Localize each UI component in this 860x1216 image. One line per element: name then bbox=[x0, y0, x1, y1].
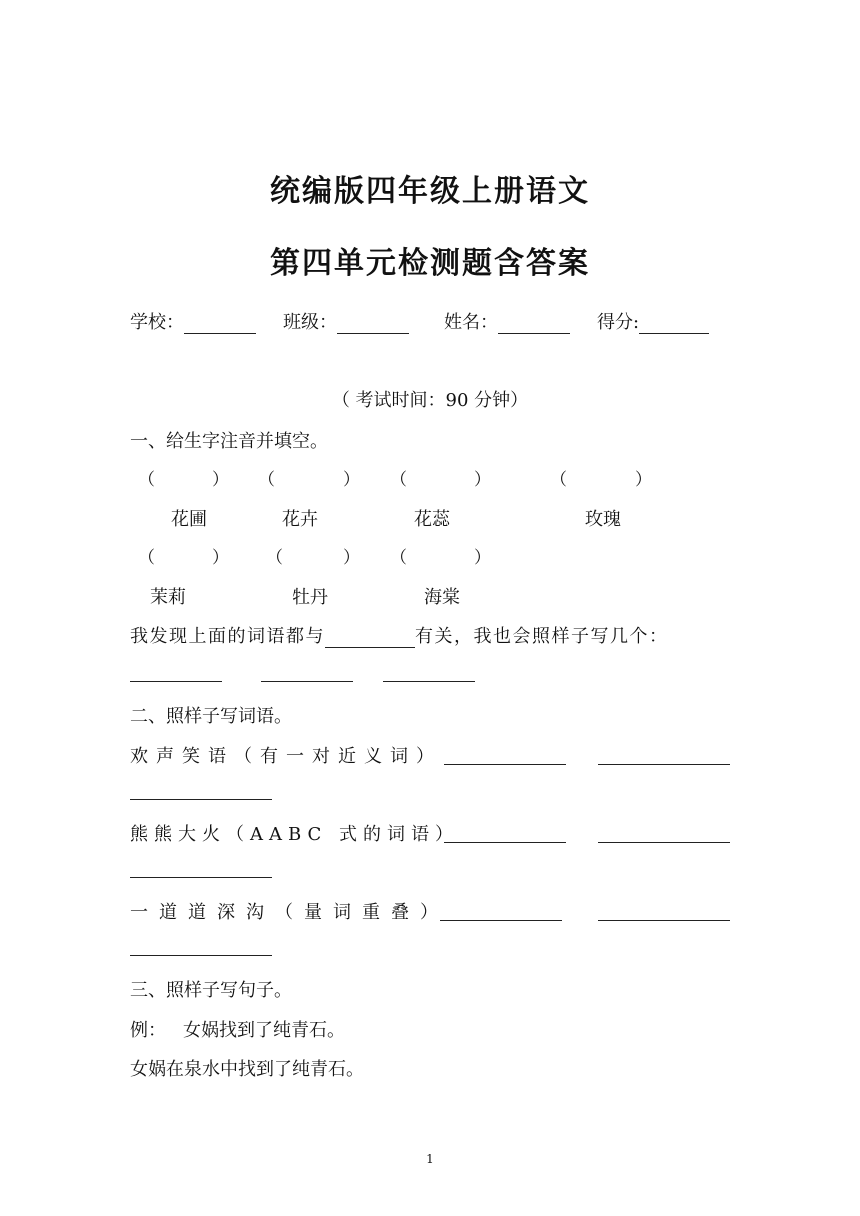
pinyin-paren-open: （ bbox=[138, 470, 155, 490]
question-prefix: 我发现上面的词语都与 bbox=[130, 626, 325, 647]
school-blank[interactable] bbox=[184, 315, 256, 334]
answer-blank[interactable] bbox=[261, 681, 353, 682]
document-title-line1: 统编版四年级上册语文 bbox=[270, 174, 590, 209]
pinyin-paren-close: ） bbox=[343, 470, 360, 490]
answer-blank[interactable] bbox=[444, 764, 566, 765]
pinyin-paren-open: （ bbox=[390, 470, 407, 490]
score-field bbox=[597, 308, 709, 334]
class-label: 班级： bbox=[283, 312, 337, 333]
answer-blank[interactable] bbox=[598, 920, 730, 921]
answer-blank[interactable] bbox=[130, 681, 222, 682]
word-mudan: 牡丹 bbox=[292, 587, 328, 608]
score-label: 得分: bbox=[597, 312, 640, 333]
section2-heading: 二、照样子写词语。 bbox=[130, 706, 292, 727]
pinyin-paren-close: ） bbox=[474, 548, 491, 568]
pinyin-paren-open: （ bbox=[258, 470, 275, 490]
answer-blank[interactable] bbox=[130, 877, 272, 878]
name-blank[interactable] bbox=[498, 315, 570, 334]
section2-item-2: 熊熊大火（AABC 式的词语） bbox=[130, 824, 460, 845]
pinyin-paren-close: ） bbox=[212, 548, 229, 568]
class-blank[interactable] bbox=[337, 315, 409, 334]
category-blank[interactable] bbox=[325, 629, 415, 648]
example-sentence-2: 女娲在泉水中找到了纯青石。 bbox=[130, 1059, 364, 1080]
pinyin-paren-open: （ bbox=[266, 548, 283, 568]
pinyin-paren-close: ） bbox=[343, 548, 360, 568]
score-blank[interactable] bbox=[639, 315, 709, 334]
answer-blank[interactable] bbox=[130, 799, 272, 800]
word-meigui: 玫瑰 bbox=[585, 509, 621, 530]
word-moli: 茉莉 bbox=[150, 587, 186, 608]
word-huahui: 花卉 bbox=[282, 509, 318, 530]
section2-item-3: 一道道深沟（量词重叠） bbox=[130, 902, 449, 923]
word-huarui: 花蕊 bbox=[414, 509, 450, 530]
answer-blank[interactable] bbox=[598, 764, 730, 765]
pinyin-paren-close: ） bbox=[635, 470, 652, 490]
answer-blank[interactable] bbox=[440, 920, 562, 921]
question-suffix: 有关，我也会照样子写几个： bbox=[415, 626, 669, 647]
word-huapu: 花圃 bbox=[171, 509, 207, 530]
answer-blank[interactable] bbox=[130, 955, 272, 956]
example-label: 例： bbox=[130, 1020, 166, 1041]
pinyin-paren-open: （ bbox=[390, 548, 407, 568]
page-number: 1 bbox=[426, 1152, 434, 1166]
word-haitang: 海棠 bbox=[424, 587, 460, 608]
document-title-line2: 第四单元检测题含答案 bbox=[270, 246, 590, 281]
school-field bbox=[130, 308, 256, 334]
name-label: 姓名： bbox=[444, 312, 498, 333]
answer-blank[interactable] bbox=[598, 842, 730, 843]
name-field bbox=[444, 308, 570, 334]
pinyin-paren-open: （ bbox=[138, 548, 155, 568]
pinyin-paren-open: （ bbox=[550, 470, 567, 490]
answer-blank[interactable] bbox=[444, 842, 566, 843]
answer-blank[interactable] bbox=[383, 681, 475, 682]
example-sentence-1: 女娲找到了纯青石。 bbox=[183, 1020, 345, 1041]
section1-question bbox=[130, 622, 669, 648]
section1-heading: 一、给生字注音并填空。 bbox=[130, 431, 328, 452]
section2-item-1: 欢声笑语（有一对近义词） bbox=[130, 746, 442, 767]
pinyin-paren-close: ） bbox=[212, 470, 229, 490]
pinyin-paren-close: ） bbox=[474, 470, 491, 490]
exam-time: （ 考试时间：90 分钟） bbox=[331, 390, 529, 411]
class-field bbox=[283, 308, 409, 334]
section3-heading: 三、照样子写句子。 bbox=[130, 980, 292, 1001]
school-label: 学校： bbox=[130, 312, 184, 333]
